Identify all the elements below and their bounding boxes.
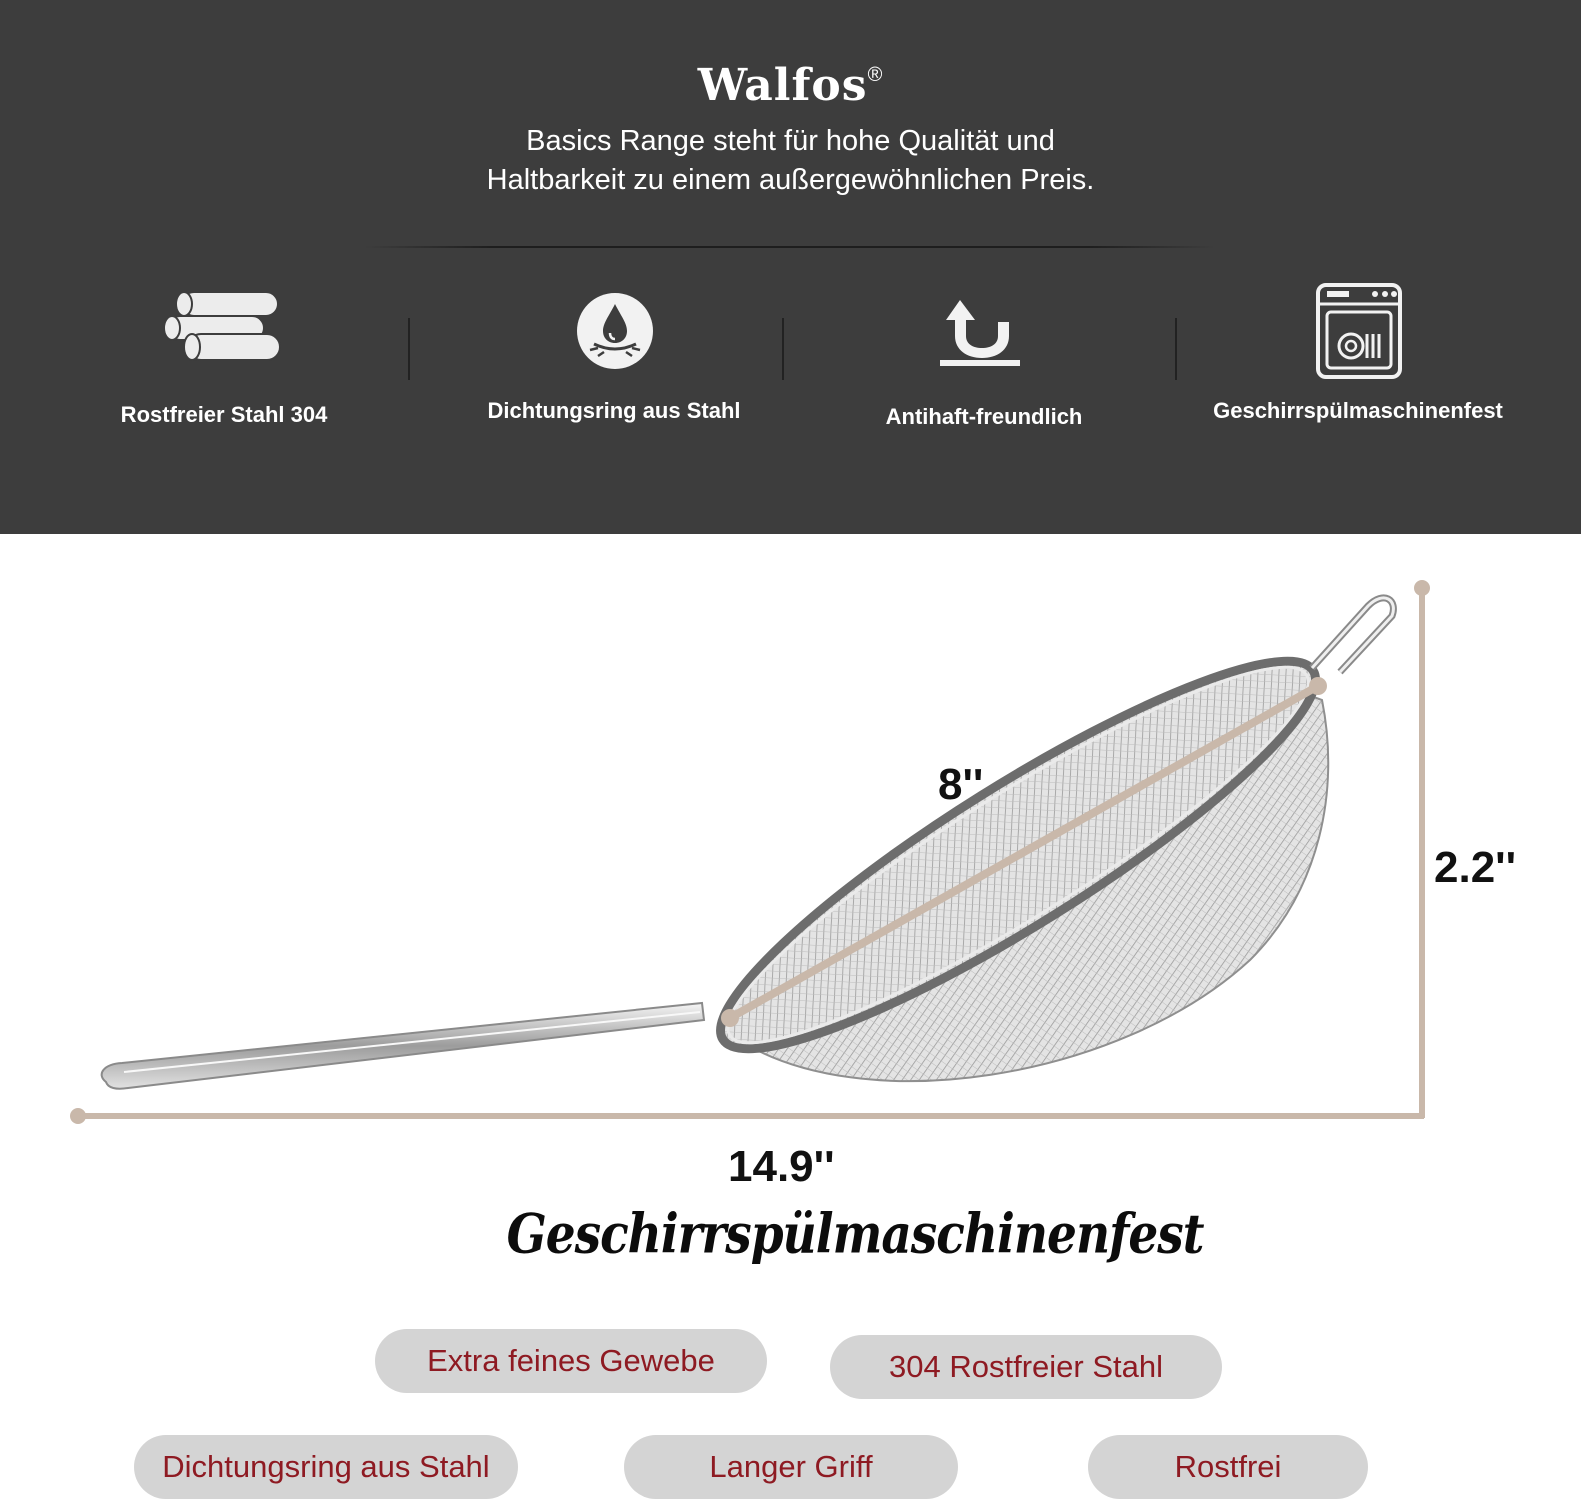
banner-divider — [365, 246, 1215, 248]
tag-pill: Langer Griff — [624, 1435, 958, 1499]
feature-label: Antihaft-freundlich — [885, 404, 1083, 429]
height-label: 2.2'' — [1434, 843, 1517, 892]
feature-label: Dichtungsring aus Stahl — [487, 398, 741, 423]
strainer-illustration — [0, 534, 1581, 1174]
feature-separator — [782, 318, 784, 380]
strainer-handle — [102, 1003, 704, 1089]
u-turn-arrow-icon — [940, 294, 1026, 370]
feature-separator — [1175, 318, 1177, 380]
steel-pipes-icon — [164, 288, 284, 366]
brand-name: Walfos — [697, 60, 868, 111]
tag-pill: Rostfrei — [1088, 1435, 1368, 1499]
tag-pill: Dichtungsring aus Stahl — [134, 1435, 518, 1499]
registered-mark: ® — [867, 64, 884, 86]
brand-logo — [0, 60, 1581, 111]
length-label: 14.9'' — [728, 1142, 835, 1191]
product-heading: Geschirrspülmaschinenfest — [506, 1202, 1204, 1267]
tagline-line-1: Basics Range steht für hohe Qualität und — [526, 125, 1055, 157]
water-drop-icon — [576, 292, 654, 370]
feature-label: Geschirrspülmaschinenfest — [1213, 398, 1503, 423]
tag-pill: 304 Rostfreier Stahl — [830, 1335, 1222, 1399]
feature-separator — [408, 318, 410, 380]
dishwasher-icon — [1315, 282, 1403, 382]
feature-label: Rostfreier Stahl 304 — [120, 402, 328, 427]
diameter-label: 8'' — [938, 760, 984, 809]
tagline-line-2: Haltbarkeit zu einem außergewöhnlichen Preis. — [486, 164, 1095, 196]
tag-pill: Extra feines Gewebe — [375, 1329, 767, 1393]
